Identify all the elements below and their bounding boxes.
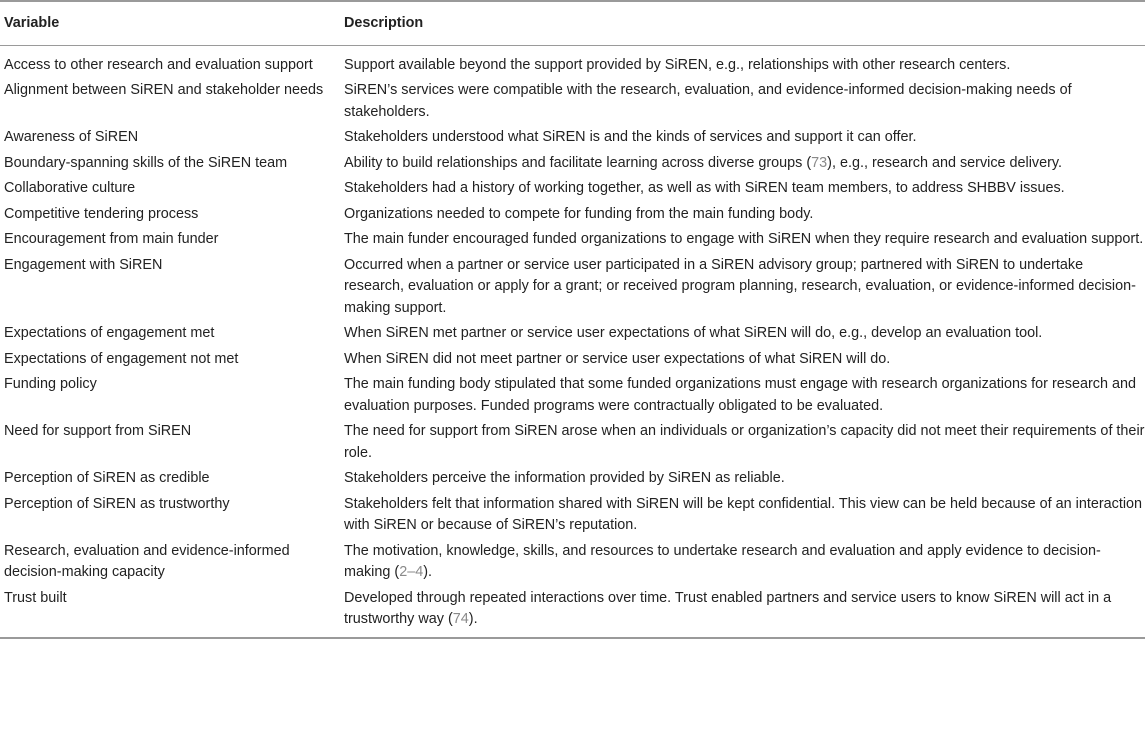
description-text: The need for support from SiREN arose when an individuals or organization’s capacity did not meet their requirements of their role.	[344, 423, 1145, 461]
table-row	[0, 204, 1145, 230]
variable-cell: Boundary-spanning skills of the SiREN team	[4, 154, 288, 171]
description-cell	[344, 45, 1145, 80]
description-text: ).	[423, 564, 432, 580]
variable-cell: Alignment between SiREN and stakeholder needs	[4, 82, 324, 98]
description-text: The motivation, knowledge, skills, and resources to undertake research and evaluation and apply evidence to decision-making (	[344, 542, 1101, 580]
variable-column-header: Variable	[0, 1, 344, 45]
table-row	[0, 323, 1145, 349]
description-text: Occurred when a partner or service user participated in a SiREN advisory group; partnered with SiREN to undertake research, evaluation or apply for a grant; or received program planning, research, evaluation, or evidence-informed decision-making support.	[344, 256, 1136, 316]
table-row	[0, 255, 1145, 324]
description-cell	[344, 374, 1145, 421]
variable-cell: Research, evaluation and evidence-informed decision-making capacity	[4, 542, 290, 580]
table-row	[0, 178, 1145, 204]
table-row	[0, 421, 1145, 468]
table-row	[0, 45, 1145, 80]
description-cell	[344, 588, 1145, 638]
description-cell	[344, 323, 1145, 349]
table-row	[0, 153, 1145, 179]
variable-cell: Engagement with SiREN	[4, 256, 163, 273]
description-cell	[344, 494, 1145, 541]
citation-link[interactable]: 74	[452, 611, 469, 627]
header-row	[0, 1, 1145, 45]
variable-cell: Expectations of engagement met	[4, 325, 215, 341]
variable-cell: Funding policy	[4, 376, 97, 392]
variable-cell: Expectations of engagement not met	[4, 350, 239, 367]
description-text: ), e.g., research and service delivery.	[827, 154, 1063, 171]
description-text: Support available beyond the support provided by SiREN, e.g., relationships with other research centers.	[344, 56, 1011, 73]
description-cell	[344, 80, 1145, 127]
description-cell	[344, 153, 1145, 179]
variable-cell: Trust built	[0, 588, 344, 638]
description-text: ).	[468, 611, 478, 627]
table-row	[0, 468, 1145, 494]
table-row	[0, 349, 1145, 375]
description-cell	[344, 421, 1145, 468]
variable-cell: Perception of SiREN as credible	[4, 470, 210, 486]
variable-cell: Collaborative culture	[4, 180, 136, 196]
description-cell	[344, 541, 1145, 588]
description-cell	[344, 349, 1145, 375]
description-text: SiREN’s services were compatible with the research, evaluation, and evidence-informed decision-making needs of stakeholders.	[344, 82, 1072, 120]
variable-cell: Need for support from SiREN	[4, 423, 192, 439]
citation-link[interactable]: 73	[811, 154, 828, 171]
table-row	[0, 494, 1145, 541]
description-text: When SiREN met partner or service user expectations of what SiREN will do, e.g., develop an evaluation tool.	[344, 325, 1043, 341]
description-cell	[344, 127, 1145, 153]
description-text: Stakeholders understood what SiREN is and the kinds of services and support it can offer.	[344, 129, 917, 145]
description-text: Developed through repeated interactions over time. Trust enabled partners and service users to know SiREN will act in a trustworthy way (	[344, 589, 1112, 627]
description-column-header: Description	[344, 1, 1145, 45]
description-text: Organizations needed to compete for funding from the main funding body.	[344, 205, 814, 222]
table-header	[0, 1, 1145, 45]
variable-cell: Perception of SiREN as trustworthy	[4, 495, 230, 512]
table-row	[0, 374, 1145, 421]
description-text: Stakeholders perceive the information provided by SiREN as reliable.	[344, 470, 785, 486]
description-cell	[344, 255, 1145, 324]
description-cell	[344, 468, 1145, 494]
description-text: Stakeholders had a history of working together, as well as with SiREN team members, to address SHBBV issues.	[344, 180, 1065, 196]
variable-cell: Encouragement from main funder	[4, 231, 219, 247]
variable-cell: Competitive tendering process	[4, 205, 199, 222]
description-text: When SiREN did not meet partner or service user expectations of what SiREN will do.	[344, 350, 891, 367]
table-row	[0, 80, 1145, 127]
description-text: The main funder encouraged funded organizations to engage with SiREN when they require research and evaluation support.	[344, 231, 1144, 247]
table-body	[0, 45, 1145, 638]
description-cell	[344, 229, 1145, 255]
table-row	[0, 588, 1145, 638]
table-row	[0, 127, 1145, 153]
description-cell	[344, 204, 1145, 230]
description-text: Stakeholders felt that information shared with SiREN will be kept confidential. This view can be held because of an interaction with SiREN or because of SiREN’s reputation.	[344, 495, 1143, 533]
description-text: Ability to build relationships and facilitate learning across diverse groups (	[344, 154, 812, 171]
table-row	[0, 229, 1145, 255]
variable-cell: Access to other research and evaluation support	[4, 56, 313, 73]
table-row	[0, 541, 1145, 588]
description-cell	[344, 178, 1145, 204]
citation-link[interactable]: 2–4	[399, 564, 424, 580]
variable-cell: Awareness of SiREN	[4, 129, 139, 145]
description-text: The main funding body stipulated that some funded organizations must engage with research organizations for research and evaluation purposes. Funded programs were contractually obligated to be evaluated.	[344, 376, 1136, 414]
